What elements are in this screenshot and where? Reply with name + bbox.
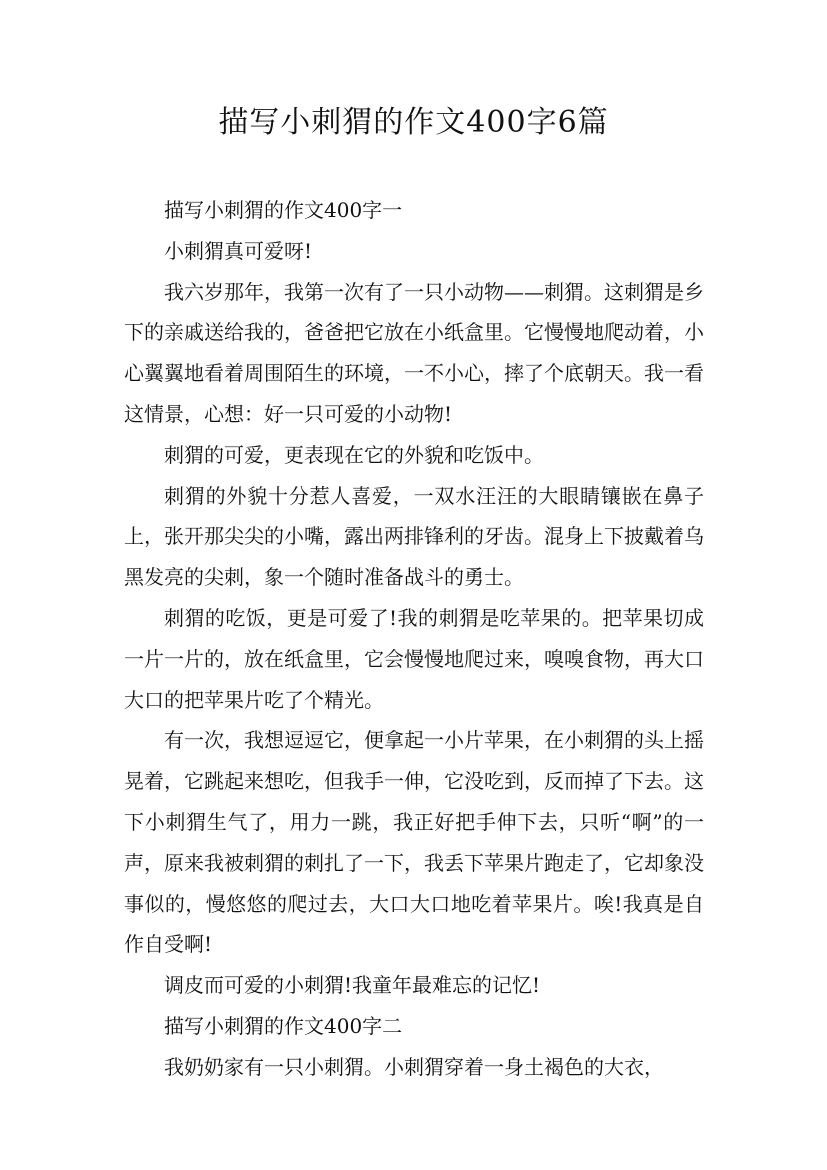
document-body bbox=[124, 190, 704, 1088]
paragraph: 我奶奶家有一只小刺猬。小刺猬穿着一身土褐色的大衣， bbox=[164, 1054, 664, 1079]
paragraph: 有一次，我想逗逗它，便拿起一小片苹果，在小刺猬的头上摇晃着，它跳起来想吃，但我手一伸，它没吃到，反而掉了下去。这下小刺猬生气了，用力一跳，我正好把手伸下去，只听“啊”的一声，原来我被刺猬的刺扎了一下，我丢下苹果片跑走了，它却象没事似的，慢悠悠的爬过去，大口大口地吃着苹果片。唉!我真是自作自受啊! bbox=[124, 728, 704, 957]
paragraph: 刺猬的吃饭，更是可爱了!我的刺猬是吃苹果的。把苹果切成一片一片的，放在纸盒里，它会慢慢地爬过来，嗅嗅食物，再大口大口的把苹果片吃了个精光。 bbox=[124, 605, 704, 712]
section-heading-2: 描写小刺猬的作文400字二 bbox=[164, 1013, 403, 1038]
paragraph: 刺猬的可爱，更表现在它的外貌和吃饭中。 bbox=[164, 442, 544, 467]
paragraph: 小刺猬真可爱呀! bbox=[164, 238, 313, 263]
paragraph: 调皮而可爱的小刺猬!我童年最难忘的记忆! bbox=[164, 973, 541, 998]
section-heading-1: 描写小刺猬的作文400字一 bbox=[164, 198, 403, 222]
paragraph: 我六岁那年，我第一次有了一只小动物——刺猬。这刺猬是乡下的亲戚送给我的，爸爸把它放在小纸盒里。它慢慢地爬动着，小心翼翼地看着周围陌生的环境，一不小心，摔了个底朝天。我一看这情景，心想：好一只可爱的小动物! bbox=[124, 279, 704, 426]
document-title: 描写小刺猬的作文400字6篇 bbox=[218, 105, 609, 140]
paragraph: 刺猬的外貌十分惹人喜爱，一双水汪汪的大眼睛镶嵌在鼻子上，张开那尖尖的小嘴，露出两排锋利的牙齿。混身上下披戴着乌黑发亮的尖刺，象一个随时准备战斗的勇士。 bbox=[124, 483, 704, 590]
